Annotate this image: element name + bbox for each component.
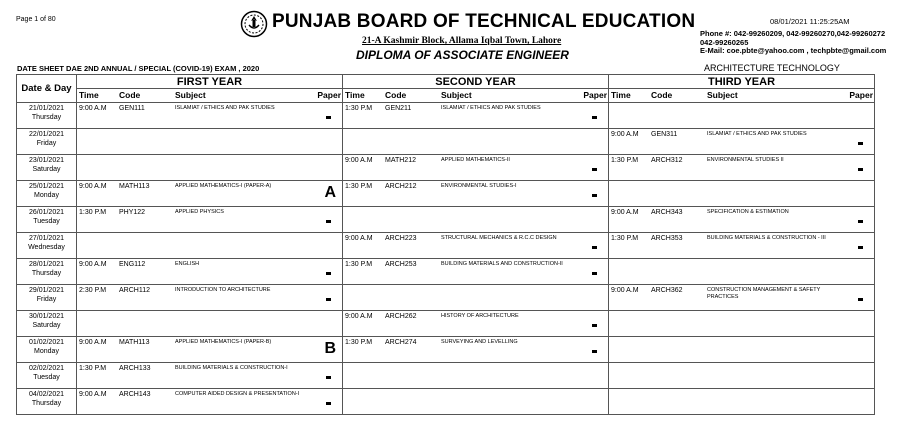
paper-dash bbox=[858, 220, 863, 223]
exam-time: 1:30 P.M bbox=[345, 183, 373, 190]
second-year-cell bbox=[343, 337, 609, 363]
table-row bbox=[17, 337, 875, 363]
paper-dash bbox=[592, 272, 597, 275]
exam-entry bbox=[609, 207, 874, 232]
third-year-cell bbox=[609, 311, 875, 337]
subject-code: MATH113 bbox=[119, 339, 150, 346]
third-subheader-labels bbox=[609, 89, 874, 102]
exam-time: 9:00 A.M bbox=[79, 105, 107, 112]
subject-code: ARCH133 bbox=[119, 365, 151, 372]
paper-dash bbox=[326, 272, 331, 275]
exam-entry bbox=[609, 233, 874, 258]
exam-time: 1:30 P.M bbox=[79, 365, 107, 372]
second-year-cell bbox=[343, 285, 609, 311]
first-year-cell bbox=[77, 129, 343, 155]
first-year-cell bbox=[77, 389, 343, 415]
exam-entry bbox=[77, 103, 342, 128]
exam-time: 9:00 A.M bbox=[345, 235, 373, 242]
third-year-cell bbox=[609, 285, 875, 311]
exam-entry bbox=[343, 103, 608, 128]
third-year-cell bbox=[609, 129, 875, 155]
subject-name: BUILDING MATERIALS AND CONSTRUCTION-II bbox=[441, 261, 563, 267]
third-year-cell bbox=[609, 155, 875, 181]
subject-code: MATH212 bbox=[385, 157, 416, 164]
subject-name: COMPUTER AIDED DESIGN & PRESENTATION-I bbox=[175, 391, 300, 397]
second-year-subheader bbox=[343, 89, 609, 103]
exam-day: Thursday bbox=[31, 400, 62, 407]
exam-date: 27/01/2021 bbox=[28, 235, 65, 242]
date-cell bbox=[17, 233, 77, 259]
first-year-cell bbox=[77, 311, 343, 337]
exam-time: 9:00 A.M bbox=[345, 157, 373, 164]
exam-date: 25/01/2021 bbox=[28, 183, 65, 190]
exam-entry bbox=[609, 285, 874, 310]
subject-code: GEN311 bbox=[651, 131, 678, 138]
subject-name: APPLIED MATHEMATICS-I (PAPER-B) bbox=[175, 339, 272, 345]
exam-day: Saturday bbox=[32, 166, 61, 173]
date-cell bbox=[17, 129, 77, 155]
subject-code: ARCH274 bbox=[385, 339, 417, 346]
subject-column-label: Subject bbox=[441, 90, 472, 100]
subject-code: ARCH353 bbox=[651, 235, 683, 242]
email-line: E-Mail: coe.pbte@yahoo.com , techpbte@gmail.com bbox=[700, 46, 887, 55]
exam-entry bbox=[343, 181, 608, 206]
phone-line: Phone #: 042-99260209, 042-99260270,042-99260272 bbox=[700, 29, 886, 38]
table-row bbox=[17, 207, 875, 233]
table-row bbox=[17, 311, 875, 337]
date-cell bbox=[17, 207, 77, 233]
subject-name: CONSTRUCTION MANAGEMENT & SAFETY PRACTICES bbox=[707, 287, 821, 300]
table-row bbox=[17, 181, 875, 207]
exam-time: 2:30 P.M bbox=[79, 287, 107, 294]
exam-day: Friday bbox=[36, 296, 57, 303]
paper-column-label: Paper bbox=[583, 90, 607, 100]
date-cell bbox=[17, 337, 77, 363]
board-title: PUNJAB BOARD OF TECHNICAL EDUCATION bbox=[272, 11, 696, 32]
date-cell bbox=[17, 285, 77, 311]
board-address: 21-A Kashmir Block, Allama Iqbal Town, Lahore bbox=[362, 36, 562, 46]
subject-code: ARCH223 bbox=[385, 235, 417, 242]
subject-code: ARCH343 bbox=[651, 209, 683, 216]
subject-name: ISLAMIAT / ETHICS AND PAK STUDIES bbox=[707, 131, 807, 137]
first-year-cell bbox=[77, 285, 343, 311]
subject-code: GEN111 bbox=[119, 105, 145, 112]
table-row bbox=[17, 363, 875, 389]
third-year-cell bbox=[609, 181, 875, 207]
subject-code: ARCH112 bbox=[119, 287, 150, 294]
paper-dash bbox=[592, 350, 597, 353]
subject-name: BUILDING MATERIALS & CONSTRUCTION-I bbox=[175, 365, 288, 371]
paper-letter: A bbox=[324, 184, 336, 201]
subject-code: ARCH253 bbox=[385, 261, 417, 268]
time-column-label: Time bbox=[79, 90, 99, 100]
third-year-cell bbox=[609, 103, 875, 129]
date-cell bbox=[17, 389, 77, 415]
first-year-cell bbox=[77, 181, 343, 207]
paper-dash bbox=[326, 402, 331, 405]
exam-date: 01/02/2021 bbox=[28, 339, 65, 346]
third-year-header: THIRD YEAR bbox=[609, 75, 875, 89]
paper-column-label: Paper bbox=[317, 90, 341, 100]
paper-dash bbox=[858, 298, 863, 301]
exam-time: 1:30 P.M bbox=[345, 339, 373, 346]
exam-time: 9:00 A.M bbox=[79, 183, 107, 190]
exam-day: Friday bbox=[36, 140, 57, 147]
first-year-cell bbox=[77, 259, 343, 285]
table-row bbox=[17, 259, 875, 285]
exam-date: 02/02/2021 bbox=[28, 365, 65, 372]
paper-letter: B bbox=[324, 340, 336, 357]
exam-title: DATE SHEET DAE 2ND ANNUAL / SPECIAL (COVID-19) EXAM , 2020 bbox=[17, 64, 260, 73]
exam-day: Monday bbox=[34, 348, 59, 355]
first-year-cell bbox=[77, 207, 343, 233]
table-row bbox=[17, 285, 875, 311]
time-column-label: Time bbox=[345, 90, 365, 100]
subject-column-label: Subject bbox=[707, 90, 738, 100]
paper-dash bbox=[592, 194, 597, 197]
date-cell bbox=[17, 181, 77, 207]
first-year-cell bbox=[77, 337, 343, 363]
exam-time: 9:00 A.M bbox=[79, 339, 107, 346]
exam-time: 1:30 P.M bbox=[611, 235, 639, 242]
second-year-cell bbox=[343, 129, 609, 155]
subject-code: ARCH212 bbox=[385, 183, 417, 190]
phone-line-2: 042-99260265 bbox=[700, 37, 749, 47]
page-number: Page 1 of 80 bbox=[16, 16, 56, 23]
exam-time: 9:00 A.M bbox=[345, 313, 373, 320]
subject-code: ARCH362 bbox=[651, 287, 683, 294]
date-cell bbox=[17, 103, 77, 129]
paper-dash bbox=[592, 168, 597, 171]
first-year-cell bbox=[77, 363, 343, 389]
code-column-label: Code bbox=[651, 90, 673, 100]
third-year-cell bbox=[609, 233, 875, 259]
subject-code: ARCH262 bbox=[385, 313, 417, 320]
subject-name: SPECIFICATION & ESTIMATION bbox=[707, 209, 789, 215]
date-cell bbox=[17, 363, 77, 389]
exam-date: 26/01/2021 bbox=[28, 209, 65, 216]
subject-code: GEN211 bbox=[385, 105, 412, 112]
exam-date: 23/01/2021 bbox=[28, 157, 65, 164]
paper-dash bbox=[858, 246, 863, 249]
table-row bbox=[17, 129, 875, 155]
exam-entry bbox=[77, 337, 342, 362]
date-day-header: Date & Day bbox=[17, 75, 77, 103]
exam-entry bbox=[609, 155, 874, 180]
exam-date: 22/01/2021 bbox=[28, 131, 65, 138]
exam-time: 9:00 A.M bbox=[79, 391, 107, 398]
subject-code: PHY122 bbox=[119, 209, 146, 216]
date-sheet-table bbox=[16, 74, 875, 415]
code-column-label: Code bbox=[119, 90, 141, 100]
exam-entry bbox=[77, 363, 342, 388]
paper-dash bbox=[326, 376, 331, 379]
second-year-cell bbox=[343, 155, 609, 181]
print-datetime: 08/01/2021 11:25:25AM bbox=[770, 17, 850, 26]
second-year-cell bbox=[343, 233, 609, 259]
subject-name: STRUCTURAL MECHANICS & R.C.C DESIGN bbox=[441, 235, 557, 241]
exam-entry bbox=[343, 233, 608, 258]
exam-day: Monday bbox=[34, 192, 59, 199]
subject-column-label: Subject bbox=[175, 90, 206, 100]
exam-entry bbox=[343, 155, 608, 180]
second-subheader-labels bbox=[343, 89, 608, 102]
table-row bbox=[17, 389, 875, 415]
exam-time: 9:00 A.M bbox=[611, 287, 639, 294]
subject-name: ENGLISH bbox=[175, 261, 200, 267]
subject-name: ISLAMIAT / ETHICS AND PAK STUDIES bbox=[175, 105, 275, 111]
exam-time: 9:00 A.M bbox=[611, 209, 639, 216]
paper-dash bbox=[592, 116, 597, 119]
paper-dash bbox=[326, 298, 331, 301]
exam-time: 1:30 P.M bbox=[611, 157, 639, 164]
subject-name: SURVEYING AND LEVELLING bbox=[441, 339, 518, 345]
second-year-cell bbox=[343, 311, 609, 337]
subject-name: APPLIED PHYSICS bbox=[175, 209, 224, 215]
second-year-cell bbox=[343, 389, 609, 415]
subject-code: ARCH143 bbox=[119, 391, 151, 398]
subject-name: ENVIRONMENTAL STUDIES-I bbox=[441, 183, 517, 189]
first-year-cell bbox=[77, 233, 343, 259]
second-year-cell bbox=[343, 103, 609, 129]
exam-time: 9:00 A.M bbox=[611, 131, 639, 138]
paper-dash bbox=[858, 142, 863, 145]
program-name: ARCHITECTURE TECHNOLOGY bbox=[704, 63, 840, 73]
first-year-cell bbox=[77, 155, 343, 181]
exam-time: 1:30 P.M bbox=[79, 209, 107, 216]
date-cell bbox=[17, 259, 77, 285]
subject-name: INTRODUCTION TO ARCHITECTURE bbox=[175, 287, 271, 293]
code-column-label: Code bbox=[385, 90, 407, 100]
exam-day: Saturday bbox=[32, 322, 61, 329]
date-cell bbox=[17, 155, 77, 181]
subject-name: ENVIRONMENTAL STUDIES II bbox=[707, 157, 784, 163]
exam-date: 29/01/2021 bbox=[28, 287, 65, 294]
paper-dash bbox=[592, 324, 597, 327]
second-year-header: SECOND YEAR bbox=[343, 75, 609, 89]
first-subheader-labels bbox=[77, 89, 342, 102]
exam-date: 30/01/2021 bbox=[28, 313, 65, 320]
second-year-cell bbox=[343, 181, 609, 207]
exam-entry bbox=[343, 337, 608, 362]
exam-time: 1:30 P.M bbox=[345, 105, 373, 112]
third-year-cell bbox=[609, 337, 875, 363]
subject-name: HISTORY OF ARCHITECTURE bbox=[441, 313, 519, 319]
exam-entry bbox=[77, 285, 342, 310]
exam-day: Wednesday bbox=[28, 244, 65, 251]
second-year-cell bbox=[343, 207, 609, 233]
subject-name: BUILDING MATERIALS & CONSTRUCTION - III bbox=[707, 235, 826, 241]
third-year-cell bbox=[609, 363, 875, 389]
paper-column-label: Paper bbox=[849, 90, 873, 100]
exam-date: 28/01/2021 bbox=[28, 261, 65, 268]
paper-dash bbox=[326, 116, 331, 119]
table-row bbox=[17, 233, 875, 259]
exam-entry bbox=[77, 259, 342, 284]
exam-entry bbox=[343, 311, 608, 336]
exam-day: Tuesday bbox=[33, 218, 60, 225]
time-column-label: Time bbox=[611, 90, 631, 100]
paper-dash bbox=[592, 246, 597, 249]
exam-entry bbox=[77, 207, 342, 232]
third-year-cell bbox=[609, 389, 875, 415]
third-year-cell bbox=[609, 259, 875, 285]
exam-entry bbox=[77, 389, 342, 414]
exam-time: 1:30 P.M bbox=[345, 261, 373, 268]
subject-code: MATH113 bbox=[119, 183, 150, 190]
exam-entry bbox=[77, 181, 342, 206]
exam-date: 04/02/2021 bbox=[28, 391, 65, 398]
board-logo-icon bbox=[240, 10, 268, 38]
exam-entry bbox=[609, 129, 874, 154]
table-row bbox=[17, 155, 875, 181]
first-year-cell bbox=[77, 103, 343, 129]
subject-code: ARCH312 bbox=[651, 157, 683, 164]
exam-time: 9:00 A.M bbox=[79, 261, 107, 268]
paper-dash bbox=[858, 168, 863, 171]
second-year-cell bbox=[343, 363, 609, 389]
subject-code: ENG112 bbox=[119, 261, 146, 268]
contact-block bbox=[700, 30, 898, 56]
exam-day: Tuesday bbox=[33, 374, 60, 381]
subject-name: ISLAMIAT / ETHICS AND PAK STUDIES bbox=[441, 105, 541, 111]
diploma-title: DIPLOMA OF ASSOCIATE ENGINEER bbox=[356, 48, 569, 62]
third-year-cell bbox=[609, 207, 875, 233]
exam-day: Thursday bbox=[31, 114, 62, 121]
subject-name: APPLIED MATHEMATICS-I (PAPER-A) bbox=[175, 183, 272, 189]
paper-dash bbox=[326, 220, 331, 223]
exam-date: 21/01/2021 bbox=[28, 105, 65, 112]
first-year-header: FIRST YEAR bbox=[77, 75, 343, 89]
exam-day: Thursday bbox=[31, 270, 62, 277]
table-row bbox=[17, 103, 875, 129]
third-year-subheader bbox=[609, 89, 875, 103]
second-year-cell bbox=[343, 259, 609, 285]
subject-name: APPLIED MATHEMATICS-II bbox=[441, 157, 510, 163]
date-cell bbox=[17, 311, 77, 337]
exam-entry bbox=[343, 259, 608, 284]
first-year-subheader bbox=[77, 89, 343, 103]
